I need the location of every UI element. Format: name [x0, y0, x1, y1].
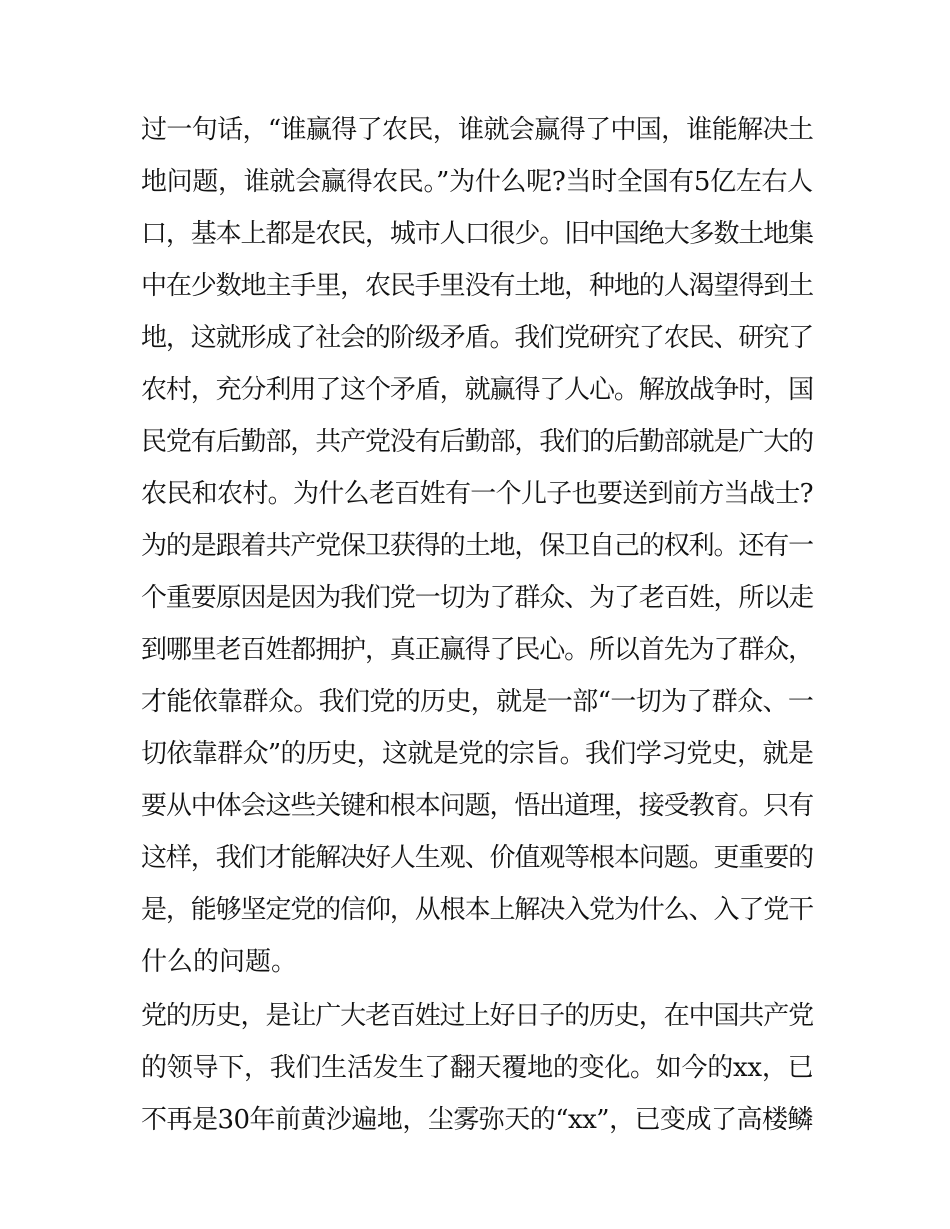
text-line: 民党有后勤部，共产党没有后勤部，我们的后勤部就是广大的 — [141, 427, 814, 457]
text-line: 才能依靠群众。我们党的历史，就是一部“一切为了群众、一 — [141, 687, 814, 717]
text-line: 不再是30年前黄沙遍地，尘雾弥天的“xx”，已变成了高楼鳞 — [141, 1105, 813, 1135]
text-line: 口，基本上都是农民，城市人口很少。旧中国绝大多数土地集 — [141, 219, 814, 249]
text-line: 地问题，谁就会赢得农民。”为什么呢?当时全国有5亿左右人 — [141, 167, 813, 197]
text-line: 党的历史，是让广大老百姓过上好日子的历史，在中国共产党 — [141, 1001, 814, 1031]
text-line: 农民和农村。为什么老百姓有一个儿子也要送到前方当战士? — [141, 479, 813, 509]
text-line: 中在少数地主手里，农民手里没有土地，种地的人渴望得到土 — [141, 271, 814, 301]
text-line: 这样，我们才能解决好人生观、价值观等根本问题。更重要的 — [141, 843, 814, 873]
text-line: 要从中体会这些关键和根本问题，悟出道理，接受教育。只有 — [141, 791, 814, 821]
text-line: 的领导下，我们生活发生了翻天覆地的变化。如今的xx，已 — [141, 1053, 814, 1083]
text-line: 过一句话，“谁赢得了农民，谁就会赢得了中国，谁能解决土 — [141, 115, 814, 145]
text-line: 切依靠群众”的历史，这就是党的宗旨。我们学习党史，就是 — [141, 739, 814, 769]
text-line: 是，能够坚定党的信仰，从根本上解决入党为什么、入了党干 — [141, 895, 814, 925]
text-line: 什么的问题。 — [141, 947, 298, 977]
text-line: 农村，充分利用了这个矛盾，就赢得了人心。解放战争时，国 — [141, 375, 814, 405]
text-line: 地，这就形成了社会的阶级矛盾。我们党研究了农民、研究了 — [141, 323, 814, 353]
text-line: 为的是跟着共产党保卫获得的土地，保卫自己的权利。还有一 — [141, 531, 814, 561]
text-line: 到哪里老百姓都拥护，真正赢得了民心。所以首先为了群众， — [141, 635, 814, 665]
text-line: 个重要原因是因为我们党一切为了群众、为了老百姓，所以走 — [141, 583, 814, 613]
